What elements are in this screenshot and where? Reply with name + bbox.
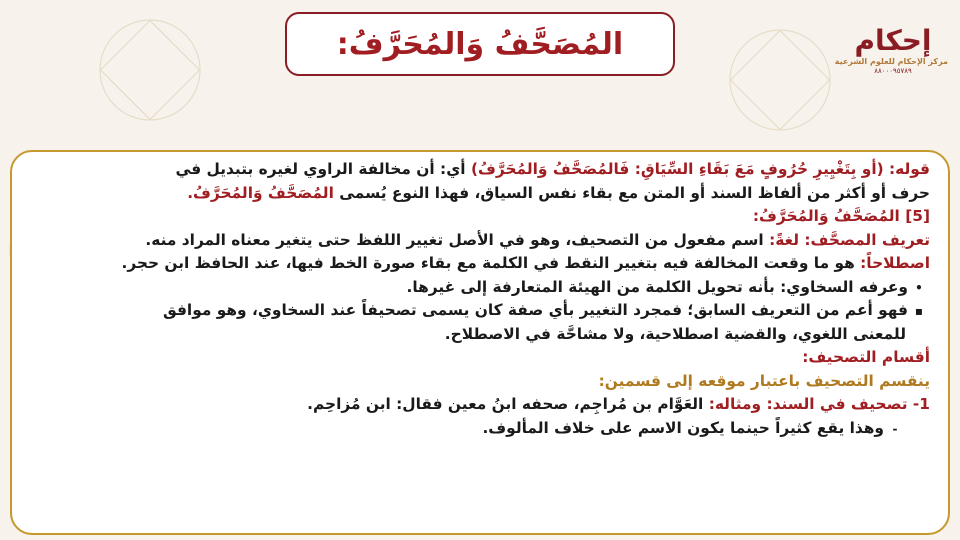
- yanqasim-text: ينقسم التصحيف باعتبار موقعه إلى قسمين:: [598, 371, 930, 390]
- explanation-text-cont: حرف أو أكثر من ألفاظ السند أو المتن مع بقاء نفس السياق، فهذا النوع يُسمى: [339, 183, 930, 202]
- logo-name: إحكام: [854, 24, 932, 57]
- section-heading: [28, 205, 930, 229]
- term-text: المُصَحَّفُ وَالمُحَرَّفُ.: [187, 183, 334, 202]
- istilah-line: [28, 252, 930, 276]
- istilah-text: هو ما وقعت المخالفة فيه بتغيير النقط في الكلمة مع بقاء صورة الخط فيها، عند الحافظ ابن حجر.: [121, 254, 855, 272]
- explanation-text: أي: أن مخالفة الراوي لغيره بتبديل في: [175, 160, 466, 178]
- istilah-label: اصطلاحاً:: [860, 254, 930, 272]
- bullet-square-icon: ▪: [914, 304, 924, 318]
- paragraph-line-1: [28, 158, 930, 182]
- dash-text: وهذا يقع كثيراً حينما يكون الاسم على خلاف المألوف.: [482, 418, 884, 437]
- aqsam-heading: أقسام التصحيف:: [802, 348, 930, 366]
- yanqasim-line: [28, 370, 930, 394]
- page-title: المُصَحَّفُ وَالمُحَرَّفُ:: [336, 26, 624, 62]
- definition-text: اسم مفعول من التصحيف، وهو في الأصل تغيير اللفظ حتى يتغير معناه المراد منه.: [145, 230, 764, 249]
- paragraph-line-2: [28, 182, 930, 206]
- logo-number: ٨٨٠٠٠٩٥٧٨٩: [874, 67, 912, 75]
- logo-subtitle: مركز الإحكام للعلوم الشرعية: [834, 57, 948, 66]
- logo: [834, 24, 948, 96]
- list-item-1: [28, 393, 930, 417]
- definition-line: [28, 229, 930, 253]
- dash-icon: -: [892, 421, 898, 436]
- item-1-label: 1- تصحيف في السند: ومثاله:: [708, 395, 930, 413]
- bullet-2-text-cont: للمعنى اللغوي، والقضية اصطلاحية، ولا مشاحَّة في الاصطلاح.: [444, 324, 906, 343]
- bullet-dot-icon: •: [915, 280, 923, 295]
- aqsam-heading-line: [28, 346, 930, 370]
- dash-item: [28, 417, 930, 441]
- definition-label: تعريف المصحَّف: لغةً:: [769, 230, 930, 249]
- bullet-item-2: [28, 299, 930, 323]
- bullet-item-1: [28, 276, 930, 300]
- content-body: [28, 158, 930, 440]
- title-box: [285, 12, 675, 76]
- bullet-2-text: فهو أعم من التعريف السابق؛ فمجرد التغيير بأي صفة كان يسمى تصحيفاً عند السخاوي، وهو موافق: [162, 301, 908, 319]
- bullet-item-2-cont: [28, 323, 930, 347]
- item-1-text: العَوَّام بن مُراجِم، صحفه ابنُ معين فقال: ابن مُزاحِم.: [307, 395, 704, 413]
- quote-text: (أَو بِتَغْيِيرِ حُرُوفٍ مَعَ بَقَاءِ السِّيَاقِ: فَالمُصَحَّفُ وَالمُحَرَّفُ): [470, 160, 884, 178]
- quote-label: قوله:: [889, 160, 930, 178]
- bullet-1-text: وعرفه السخاوي: بأنه تحويل الكلمة من الهيئة المتعارفة إلى غيرها.: [406, 277, 908, 296]
- section-5-heading: [5] المُصَحَّفُ وَالمُحَرَّفُ:: [752, 207, 930, 225]
